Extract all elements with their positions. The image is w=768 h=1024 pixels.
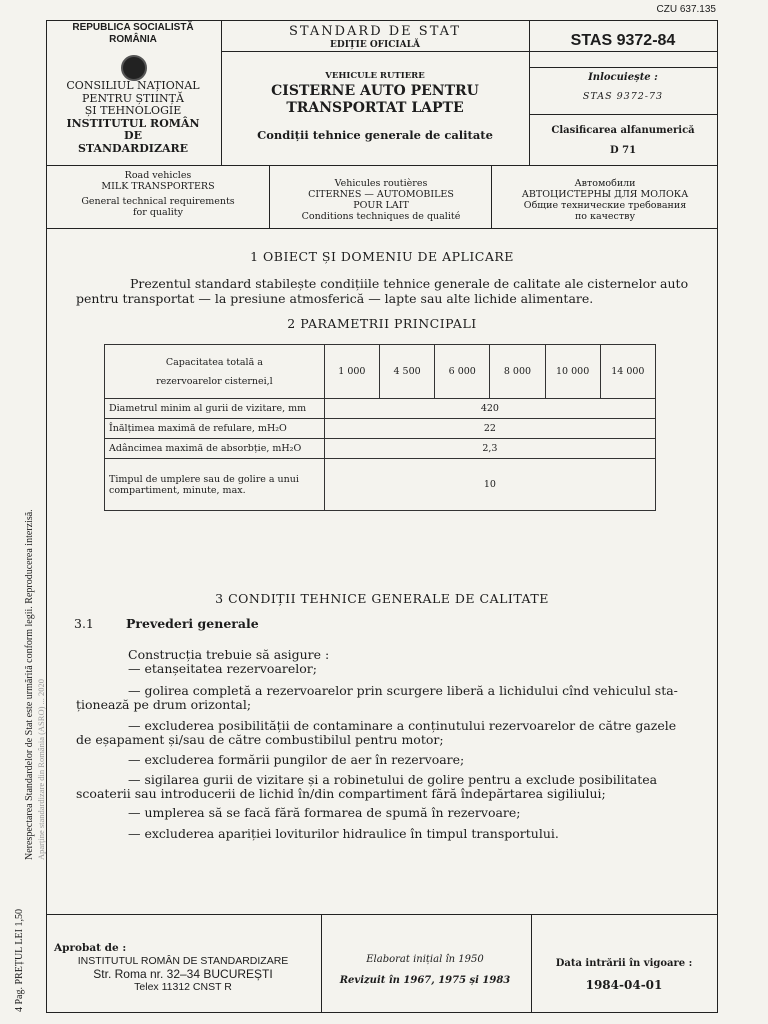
section3-intro: Construcția trebuie să asigure : [128,647,330,662]
row-value: 22 [324,419,655,439]
table-row [105,419,656,439]
table-row [105,439,656,459]
approver-block: INSTITUTUL ROMÂN DE STANDARDIZARE Str. Roma nr. 32–34 BUCUREȘTI Telex 11312 CNST R [77,955,289,993]
edition-label: EDIȚIE OFICIALĂ [330,40,420,50]
table-header-row [105,345,656,399]
capacity-cell: 1 000 [324,345,379,399]
coat-of-arms-icon [121,55,147,81]
requirement-item: — sigilarea gurii de vizitare și a robinetului de golire pentru a exclude posibilitatea [128,772,658,787]
requirement-item-continued: ționează pe drum orizontal; [76,697,252,712]
requirement-item: — excluderea posibilității de contaminare a conținutului rezervoarelor de către gazele [128,718,677,733]
requirement-item: — excluderea apariției loviturilor hidraulice în timpul transportului. [128,826,559,841]
capacity-cell: 4 500 [379,345,434,399]
section3-heading: 3 CONDIȚII TEHNICE GENERALE DE CALITATE [215,591,549,606]
category-label: VEHICULE RUTIERE [325,71,425,81]
effective-date: 1984-04-01 [585,978,663,992]
subsection-title: Prevederi generale [126,616,259,631]
effective-date-label: Data intrării în vigoare : [555,958,693,969]
elaborated-text: Elaborat inițial în 1950 [366,954,484,965]
capacity-cell: 14 000 [600,345,655,399]
document-frame [46,20,718,1013]
row-value: 2,3 [324,439,655,459]
stas-code: STAS 9372-84 [570,32,676,49]
capacity-header: Capacitatea totală a rezervoarelor cisternei,l [105,345,325,399]
section1-text-line2: pentru transportat — la presiune atmosferică — lapte sau alte lichide alimentare. [76,291,594,306]
revised-text: Revizuit în 1967, 1975 și 1983 [339,975,511,986]
standard-label: STANDARD DE STAT [288,24,462,39]
row-label: Timpul de umplere sau de golire a unui compartiment, minute, max. [105,459,325,511]
table-row [105,459,656,511]
parameters-table [104,344,656,511]
row-value: 420 [324,399,655,419]
council-block: CONSILIUL NAȚIONAL PENTRU ȘTIINȚĂ ȘI TEHNOLOGIE INSTITUTUL ROMÂN DE STANDARDIZARE [66,79,200,155]
approved-label: Aprobat de : [54,942,127,954]
row-label: Diametrul minim al gurii de vizitare, mm [105,399,325,419]
section2-heading: 2 PARAMETRII PRINCIPALI [287,316,477,331]
classification-label: Clasificarea alfanumerică [551,125,695,136]
price-note: 4 Pag. PREȚUL LEI 1,50 [14,909,25,1012]
document-title: CISTERNE AUTO PENTRU TRANSPORTAT LAPTE [271,83,479,116]
capacity-cell: 10 000 [545,345,600,399]
requirement-item: — golirea completă a rezervoarelor prin scurgere liberă a lichidului cînd vehiculul sta- [128,683,678,698]
row-value: 10 [324,459,655,511]
row-label: Înălțimea maximă de refulare, mH₂O [105,419,325,439]
translation-french: Vehicules routières CITERNES — AUTOMOBILES POUR LAIT Conditions techniques de qualité [301,178,461,222]
table-row [105,399,656,419]
requirement-item: — etanșeitatea rezervoarelor; [128,661,317,676]
requirement-item: — excluderea formării pungilor de aer în rezervoare; [128,752,465,767]
translation-english: Road vehicles MILK TRANSPORTERS General technical requirements for quality [81,170,235,218]
translation-russian: Автомобили АВТОЦИСТЕРНЫ ДЛЯ МОЛОКА Общие технические требования по качеству [521,178,689,222]
czu-code: CZU 637.135 [656,4,716,15]
legal-notice: Nerespectarea Standardelor de Stat este urmărită conform legii. Reproducerea interzisă. [24,509,35,860]
classification-code: D 71 [609,145,637,156]
row-label: Adâncimea maximă de absorbție, mH₂O [105,439,325,459]
section1-text-line1: Prezentul standard stabilește condițiile tehnice generale de calitate ale cisternelor auto [130,276,689,291]
document-subtitle: Condiții tehnice generale de calitate [257,128,493,142]
watermark-text: Aparține standardizare din România (ASRO) ... 2020 [36,678,46,860]
subsection-number: 3.1 [74,616,94,631]
country-block: REPUBLICA SOCIALISTĂ ROMÂNIA [72,22,194,45]
section1-heading: 1 OBIECT ȘI DOMENIU DE APLICARE [250,249,514,264]
requirement-item: — umplerea să se facă fără formarea de spumă în rezervoare; [128,805,521,820]
capacity-cell: 8 000 [490,345,545,399]
replaces-label: Inlocuiește : [588,72,658,83]
capacity-cell: 6 000 [435,345,490,399]
requirement-item-continued: de eșapament și/sau de către combustibilul pentru motor; [76,732,444,747]
replaces-value: STAS 9372-73 [582,91,664,102]
requirement-item-continued: scoaterii sau introducerii de lichid în/din compartiment fără îndepărtarea sigiliului; [76,786,606,801]
